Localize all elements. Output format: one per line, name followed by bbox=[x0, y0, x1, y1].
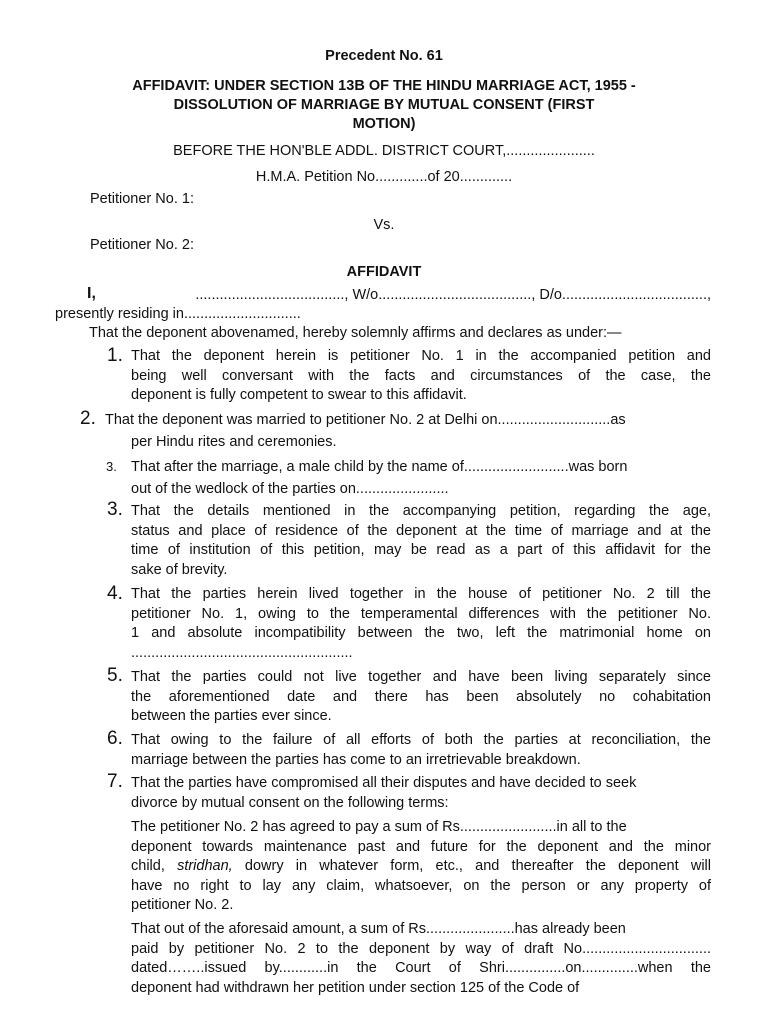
term-1-text: The petitioner No. 2 has agreed to pay a sum of Rs........................in all to the deponent towards maintenance past and future for the deponent and the minor child, stridhan, dowry in whatever form, etc., and thereafter the deponent will have no right to lay any claim, whatsoever, on the person or any property of petitioner No. 2. bbox=[131, 819, 711, 913]
item-6-number: 6. bbox=[107, 728, 123, 749]
term-2-text: That out of the aforesaid amount, a sum of Rs......................has already been paid by petitioner No. 2 to the deponent by way of draft No................................ dated……..issued by............in the Court of Shri...............on..............when the deponent had withdrawn her petition under section 125 of the Code of bbox=[131, 921, 711, 996]
item-4-number: 4. bbox=[107, 583, 123, 604]
title-line-3: MOTION) bbox=[352, 116, 416, 132]
item-2-line-1: That the deponent was married to petitioner No. 2 at Delhi on............................as bbox=[105, 412, 626, 428]
item-3b-number: 3. bbox=[107, 499, 123, 520]
court-line: BEFORE THE HON'BLE ADDL. DISTRICT COURT,...................... bbox=[173, 143, 595, 159]
item-4-text: That the parties herein lived together in the house of petitioner No. 2 till the petitioner No. 1, owing to the temperamental differences with the petitioner No. 1 and absolute incompatibility between the two, left the matrimonial home on ....................................................... bbox=[131, 586, 711, 661]
item-3a-number: 3. bbox=[106, 459, 117, 474]
intro-line-1: ....................................., W/o......................................, D/o...................................., bbox=[195, 287, 711, 303]
intro-line-3: That the deponent abovenamed, hereby solemnly affirms and declares as under:— bbox=[89, 325, 622, 341]
item-3b-text: That the details mentioned in the accompanying petition, regarding the age, status and place of residence of the deponent at the time of marriage and at the time of institution of this petition, may be read as a part of this affidavit for the sake of brevity. bbox=[131, 503, 711, 578]
petitioner-1-label: Petitioner No. 1: bbox=[90, 191, 194, 207]
versus-label: Vs. bbox=[373, 217, 395, 233]
item-7-number: 7. bbox=[107, 771, 123, 792]
affidavit-heading: AFFIDAVIT bbox=[346, 264, 422, 280]
item-3a-line-2: out of the wedlock of the parties on....................... bbox=[131, 481, 449, 497]
item-5-number: 5. bbox=[107, 665, 123, 686]
precedent-number: Precedent No. 61 bbox=[325, 48, 443, 64]
item-3a-line-1: That after the marriage, a male child by the name of..........................was born bbox=[131, 459, 628, 475]
item-2-line-2: per Hindu rites and ceremonies. bbox=[131, 434, 337, 450]
petition-number: H.M.A. Petition No.............of 20............. bbox=[255, 169, 513, 185]
intro-line-2: presently residing in............................. bbox=[55, 306, 301, 322]
item-7-text: That the parties have compromised all their disputes and have decided to seek divorce by mutual consent on the following terms: bbox=[131, 775, 637, 811]
item-2-number: 2. bbox=[80, 408, 96, 429]
item-5-text: That the parties could not live together and have been living separately since the aforementioned date and there has been absolutely no cohabitation between the parties ever since. bbox=[131, 669, 711, 724]
intro-i-label: I, bbox=[87, 285, 96, 302]
item-1-text: That the deponent herein is petitioner No. 1 in the accompanied petition and being well conversant with the facts and circumstances of the case, the deponent is fully competent to swear to this affidavit. bbox=[131, 348, 711, 403]
title-line-1: AFFIDAVIT: UNDER SECTION 13B OF THE HINDU MARRIAGE ACT, 1955 - bbox=[132, 78, 636, 94]
petitioner-2-label: Petitioner No. 2: bbox=[90, 237, 194, 253]
term-1-line-3: child, stridhan, dowry in whatever form, etc., and thereafter the deponent will bbox=[131, 858, 711, 874]
item-6-text: That owing to the failure of all efforts of both the parties at reconciliation, the marriage between the parties has come to an irretrievable breakdown. bbox=[131, 732, 711, 768]
item-1-number: 1. bbox=[107, 345, 123, 366]
title-line-2: DISSOLUTION OF MARRIAGE BY MUTUAL CONSENT (FIRST bbox=[173, 97, 595, 113]
